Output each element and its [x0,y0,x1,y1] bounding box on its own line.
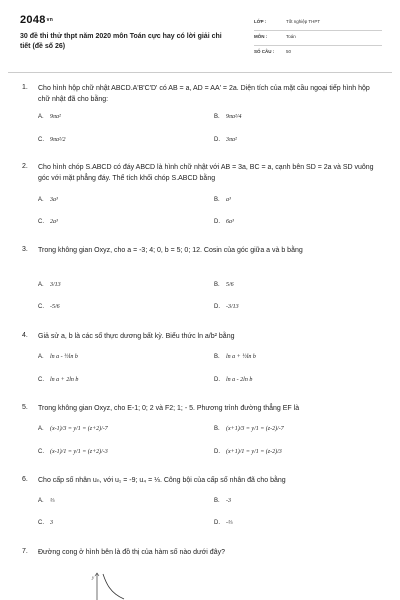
meta-value: 50 [286,49,292,54]
document-meta [254,16,382,61]
header-divider [8,72,392,73]
option-a[interactable]: A. ⅓ [38,498,55,504]
function-graph [90,571,150,600]
meta-label: SỐ CÂU : [254,49,275,54]
option-value: 9πa²/2 [50,137,66,143]
question-number: 3. [22,246,28,253]
question-text: Đường cong ở hình bên là đồ thị của hàm số nào dưới đây? [38,549,225,556]
option-value: 2a³ [50,219,58,225]
option-value: 6a³ [226,219,234,225]
option-value: ln a - 2ln b [226,377,253,383]
question-number: 2. [22,163,28,170]
option-value: ln a + ½ln b [226,354,256,360]
meta-value: Tốt nghiệp THPT [286,19,321,24]
question-number: 5. [22,404,28,411]
option-a[interactable]: A. (x-1)/3 = y/1 = (z+2)/-7 [38,426,108,432]
question-number: 7. [22,548,28,555]
option-value: ln a - ½ln b [50,354,78,360]
option-d[interactable]: D. 3πa² [214,137,237,143]
option-c[interactable]: C. -5/6 [38,304,60,310]
option-value: -3/13 [226,304,239,310]
option-value: (x+1)/3 = y/1 = (z-2)/-7 [226,426,284,432]
option-a[interactable]: A. 3a³ [38,197,58,203]
option-value: 5/6 [226,282,234,288]
option-value: ln a + 2ln b [50,377,79,383]
option-value: 9πa²/4 [226,114,242,120]
meta-label: LỚP : [254,19,267,24]
option-c[interactable]: C. (x-1)/1 = y/1 = (z+2)/-3 [38,449,108,455]
option-a[interactable]: A. 9πa² [38,114,61,120]
option-value: 9πa² [50,114,61,120]
option-value: (x-1)/3 = y/1 = (z+2)/-7 [50,426,108,432]
y-axis-label: y [92,576,95,581]
option-d[interactable]: D. ln a - 2ln b [214,377,253,383]
option-d[interactable]: D. (x+1)/1 = y/1 = (z-2)/3 [214,449,282,455]
question-number: 6. [22,476,28,483]
option-value: (x+1)/1 = y/1 = (z-2)/3 [226,449,282,455]
option-b[interactable]: B. a³ [214,197,231,203]
document-header [20,14,382,66]
option-c[interactable]: C. 3 [38,520,53,526]
option-a[interactable]: A. ln a - ½ln b [38,354,78,360]
question-text: Trong không gian Oxyz, cho E-1; 0; 2 và F2; 1; - 5. Phương trình đường thẳng EF là [38,405,300,412]
option-value: 3πa² [226,137,237,143]
option-c[interactable]: C. 9πa²/2 [38,137,66,143]
logo-text: 2048 [20,14,46,26]
question-text: Cho hình chóp S.ABCD có đáy ABCD là hình chữ nhật với AB = 3a, BC = a, cạnh bên SD = 2a và SD vuông góc với mặt phẳng đáy. Thể tích khối chóp S.ABCD bằng [38,164,374,182]
option-d[interactable]: D. -3/13 [214,304,239,310]
question-number: 1. [22,84,28,91]
document-title: 30 đề thi thử thpt năm 2020 môn Toán cực hay có lời giải chi tiết (đề số 26) [20,33,222,50]
option-c[interactable]: C. ln a + 2ln b [38,377,79,383]
question-text: Cho hình hộp chữ nhật ABCD.A'B'C'D' có AB = a, AD = AA' = 2a. Diện tích của mặt cầu ngoại tiếp hình hộp chữ nhật đã cho bằng: [38,85,370,103]
option-c[interactable]: C. 2a³ [38,219,58,225]
option-value: -3 [226,498,231,504]
option-value: 3a³ [50,197,58,203]
question-text: Trong không gian Oxyz, cho a = -3; 4; 0, b = 5; 0; 12. Cosin của góc giữa a và b bằng [38,247,303,254]
option-b[interactable]: B. (x+1)/3 = y/1 = (z-2)/-7 [214,426,284,432]
question-number: 4. [22,332,28,339]
option-d[interactable]: D. -⅓ [214,520,233,526]
graph-curve [103,574,124,599]
option-value: a³ [226,197,231,203]
meta-value: Toán [286,34,296,39]
option-d[interactable]: D. 6a³ [214,219,234,225]
meta-row-count [254,46,382,61]
meta-row-class [254,16,382,31]
option-value: 3/13 [50,282,61,288]
option-value: -5/6 [50,304,60,310]
site-logo[interactable] [20,14,53,26]
option-a[interactable]: A. 3/13 [38,282,61,288]
option-b[interactable]: B. 9πa²/4 [214,114,242,120]
meta-label: MÔN : [254,34,268,39]
question-text: Cho cấp số nhân uₙ, với u₁ = -9; u₄ = ⅓. Công bội của cấp số nhân đã cho bằng [38,477,286,484]
question-text: Giả sử a, b là các số thực dương bất kỳ. Biểu thức ln a/b² bằng [38,333,235,340]
option-value: -⅓ [226,520,233,526]
option-b[interactable]: B. -3 [214,498,231,504]
option-value: ⅓ [50,498,55,504]
option-value: 3 [50,520,53,526]
option-b[interactable]: B. ln a + ½ln b [214,354,256,360]
meta-row-subject [254,31,382,46]
logo-suffix: vn [46,17,54,24]
option-b[interactable]: B. 5/6 [214,282,234,288]
option-value: (x-1)/1 = y/1 = (z+2)/-3 [50,449,108,455]
